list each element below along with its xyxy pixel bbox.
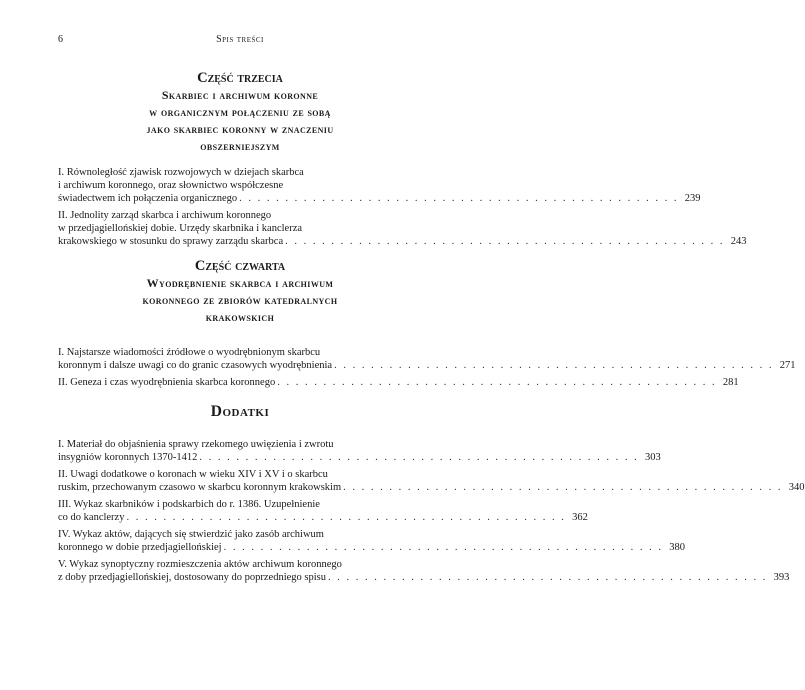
dot-leader: . . . . . . . . . . . . . . . . . . . . . . . . . . . . . . . . . . . . . . . . . . . . . . . . bbox=[285, 236, 725, 247]
toc-entry-text: insygniów koronnych 1370-1412 bbox=[58, 452, 198, 463]
dot-leader: . . . . . . . . . . . . . . . . . . . . . . . . . . . . . . . . . . . . . . . . . . . . . . . . bbox=[334, 360, 774, 371]
toc-entry-text: świadectwem ich połączenia organicznego bbox=[58, 193, 238, 204]
dot-leader: . . . . . . . . . . . . . . . . . . . . . . . . . . . . . . . . . . . . . . . . . . . . . . . . bbox=[126, 512, 566, 523]
toc-entry-text: z doby przedjagiellońskiej, dostosowany do poprzedniego spisu bbox=[58, 572, 326, 583]
part-three-toc bbox=[58, 166, 747, 252]
toc-entry-text: krakowskiego w stosunku do sprawy zarządu skarbca bbox=[58, 236, 284, 247]
dot-leader: . . . . . . . . . . . . . . . . . . . . . . . . . . . . . . . . . . . . . . . . . . . . . . . . bbox=[239, 193, 679, 204]
running-title: Spis treści bbox=[216, 34, 264, 45]
toc-page-number: 393 bbox=[773, 572, 790, 583]
toc-entry[interactable] bbox=[58, 346, 796, 372]
toc-entry-text: ruskim, przechowanym czasowo w skarbcu koronnym krakowskim bbox=[58, 482, 342, 493]
part-four-label: Część czwarta bbox=[194, 258, 286, 274]
part-three-heading bbox=[58, 70, 422, 155]
dot-leader: . . . . . . . . . . . . . . . . . . . . . . . . . . . . . . . . . . . . . . . . . . . . . . . . bbox=[199, 452, 639, 463]
part-three-title-line: Skarbiec i archiwum koronne bbox=[161, 88, 319, 102]
part-three-title-line: jako skarbiec koronny w znaczeniu bbox=[146, 122, 334, 136]
toc-entry[interactable] bbox=[58, 528, 685, 554]
appendix-heading: Dodatki bbox=[210, 403, 270, 420]
page-number: 6 bbox=[58, 34, 63, 45]
toc-entry-text: koronnego w dobie przedjagiellońskiej bbox=[58, 542, 222, 553]
toc-page-number: 281 bbox=[722, 377, 739, 388]
part-four-heading bbox=[58, 258, 422, 326]
toc-page-number: 303 bbox=[645, 452, 661, 463]
toc-entry-text: I. Równoległość zjawisk rozwojowych w dziejach skarbca bbox=[58, 167, 304, 178]
dot-leader: . . . . . . . . . . . . . . . . . . . . . . . . . . . . . . . . . . . . . . . . . . . . . . . . bbox=[277, 377, 717, 388]
part-four-title-line: Wyodrębnienie skarbca i archiwum bbox=[146, 276, 334, 290]
toc-entry-text: II. Jednolity zarząd skarbca i archiwum koronnego bbox=[58, 210, 272, 221]
toc-entry-text: II. Geneza i czas wyodrębnienia skarbca koronnego bbox=[58, 377, 276, 388]
toc-entry-text: V. Wykaz synoptyczny rozmieszczenia aktów archiwum koronnego bbox=[58, 559, 342, 570]
part-four-title-line: koronnego ze zbiorów katedralnych bbox=[142, 293, 338, 307]
dot-leader: . . . . . . . . . . . . . . . . . . . . . . . . . . . . . . . . . . . . . . . . . . . . . . . . bbox=[343, 482, 783, 493]
toc-page-number: 243 bbox=[730, 236, 747, 247]
appendix-toc bbox=[58, 438, 805, 588]
toc-page-number: 380 bbox=[669, 542, 685, 553]
toc-page-number: 239 bbox=[684, 193, 701, 204]
toc-entry-text: IV. Wykaz aktów, dających się stwierdzić jako zasób archiwum bbox=[58, 529, 324, 540]
toc-page-number: 271 bbox=[779, 360, 796, 371]
toc-entry[interactable] bbox=[58, 376, 739, 389]
running-head bbox=[58, 34, 422, 48]
toc-entry[interactable] bbox=[58, 468, 805, 494]
part-three-title-line: obszerniejszym bbox=[200, 139, 280, 153]
toc-entry[interactable] bbox=[58, 209, 747, 248]
toc-entry-text: koronnym i dalsze uwagi co do granic czasowych wyodrębnienia bbox=[58, 360, 333, 371]
toc-entry-text: I. Materiał do objaśnienia sprawy rzekomego uwięzienia i zwrotu bbox=[58, 439, 334, 450]
toc-entry-text: II. Uwagi dodatkowe o koronach w wieku XIV i XV i o skarbcu bbox=[58, 469, 328, 480]
toc-entry-text: I. Najstarsze wiadomości źródłowe o wyodrębnionym skarbcu bbox=[58, 347, 321, 358]
toc-page-number: 340 bbox=[788, 482, 805, 493]
part-four-toc bbox=[58, 346, 796, 393]
toc-page-number: 362 bbox=[572, 512, 588, 523]
toc-entry-text: w przedjagiellońskiej dobie. Urzędy skarbnika i kanclerza bbox=[58, 223, 303, 234]
toc-entry-text: III. Wykaz skarbników i podskarbich do r. 1386. Uzupełnienie bbox=[58, 499, 320, 510]
toc-entry[interactable] bbox=[58, 166, 701, 205]
part-four-title-line: krakowskich bbox=[205, 310, 275, 324]
toc-entry-text: i archiwum koronnego, oraz słownictwo współczesne bbox=[58, 180, 284, 191]
toc-entry[interactable] bbox=[58, 438, 661, 464]
dot-leader: . . . . . . . . . . . . . . . . . . . . . . . . . . . . . . . . . . . . . . . . . . . . . . . . bbox=[328, 572, 768, 583]
toc-entry[interactable] bbox=[58, 498, 588, 524]
part-three-title-line: w organicznym połączeniu ze sobą bbox=[149, 105, 331, 119]
dot-leader: . . . . . . . . . . . . . . . . . . . . . . . . . . . . . . . . . . . . . . . . . . . . . . . . bbox=[223, 542, 663, 553]
part-three-label: Część trzecia bbox=[197, 70, 283, 86]
toc-entry-text: co do kanclerzy bbox=[58, 512, 125, 523]
toc-entry[interactable] bbox=[58, 558, 790, 584]
